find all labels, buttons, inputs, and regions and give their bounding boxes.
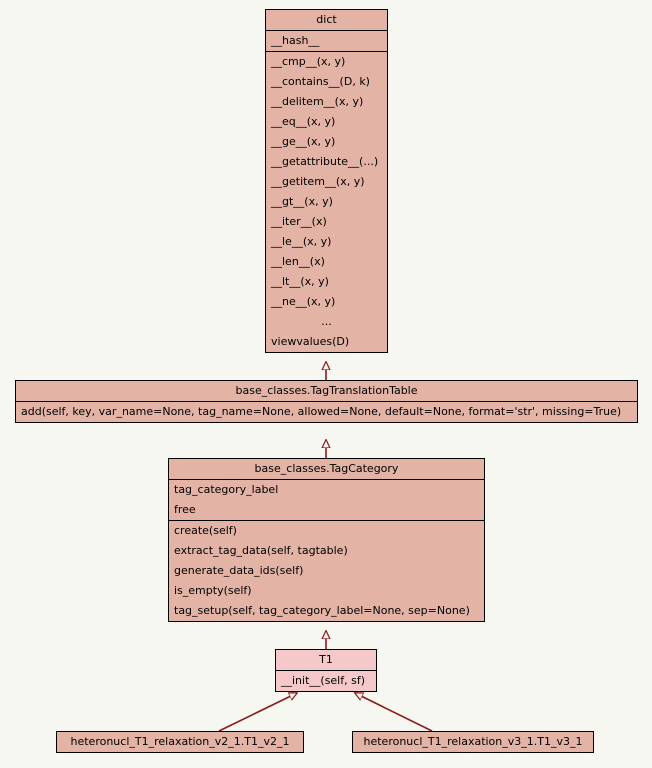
class-node-tagtranslationtable[interactable] [15, 380, 638, 423]
class-method: __ge__(x, y) [271, 135, 336, 148]
class-method-ellipsis: ... [321, 315, 332, 328]
class-method: __cmp__(x, y) [271, 55, 346, 68]
class-method: __lt__(x, y) [271, 275, 329, 288]
class-method: __le__(x, y) [271, 235, 332, 248]
class-method: __iter__(x) [271, 215, 327, 228]
class-node-heteronucl-t1-relaxation-v3-1[interactable] [352, 731, 594, 753]
class-method: __len__(x) [271, 255, 325, 268]
class-method: viewvalues(D) [271, 335, 350, 348]
class-title: heteronucl_T1_relaxation_v3_1.T1_v3_1 [363, 735, 583, 748]
class-attribute: __hash__ [271, 34, 320, 47]
class-node-tagcategory[interactable] [168, 458, 485, 622]
class-method: tag_setup(self, tag_category_label=None, sep=None) [174, 604, 470, 617]
class-title: dict [316, 13, 337, 26]
class-method: create(self) [174, 524, 237, 537]
class-title: heteronucl_T1_relaxation_v2_1.T1_v2_1 [70, 735, 290, 748]
class-method: __eq__(x, y) [271, 115, 336, 128]
class-method: is_empty(self) [174, 584, 252, 597]
class-node-dict[interactable] [265, 9, 388, 353]
class-method: __delitem__(x, y) [271, 95, 364, 108]
class-method: __getattribute__(...) [271, 155, 379, 168]
class-method: __init__(self, sf) [276, 671, 376, 691]
class-method: __ne__(x, y) [271, 295, 336, 308]
class-attribute: free [174, 503, 196, 516]
class-attribute: tag_category_label [174, 483, 279, 496]
class-method: __gt__(x, y) [271, 195, 333, 208]
class-method: generate_data_ids(self) [174, 564, 304, 577]
class-node-t1[interactable] [275, 649, 377, 692]
class-title: base_classes.TagCategory [254, 462, 399, 475]
class-method: extract_tag_data(self, tagtable) [174, 544, 348, 557]
class-method: __getitem__(x, y) [271, 175, 365, 188]
class-node-heteronucl-t1-relaxation-v2-1[interactable] [56, 731, 304, 753]
class-title: base_classes.TagTranslationTable [235, 384, 418, 397]
class-method: __contains__(D, k) [271, 75, 370, 88]
class-title: T1 [276, 650, 376, 670]
class-method: add(self, key, var_name=None, tag_name=None, allowed=None, default=None, format='str', missing=True) [21, 405, 622, 418]
